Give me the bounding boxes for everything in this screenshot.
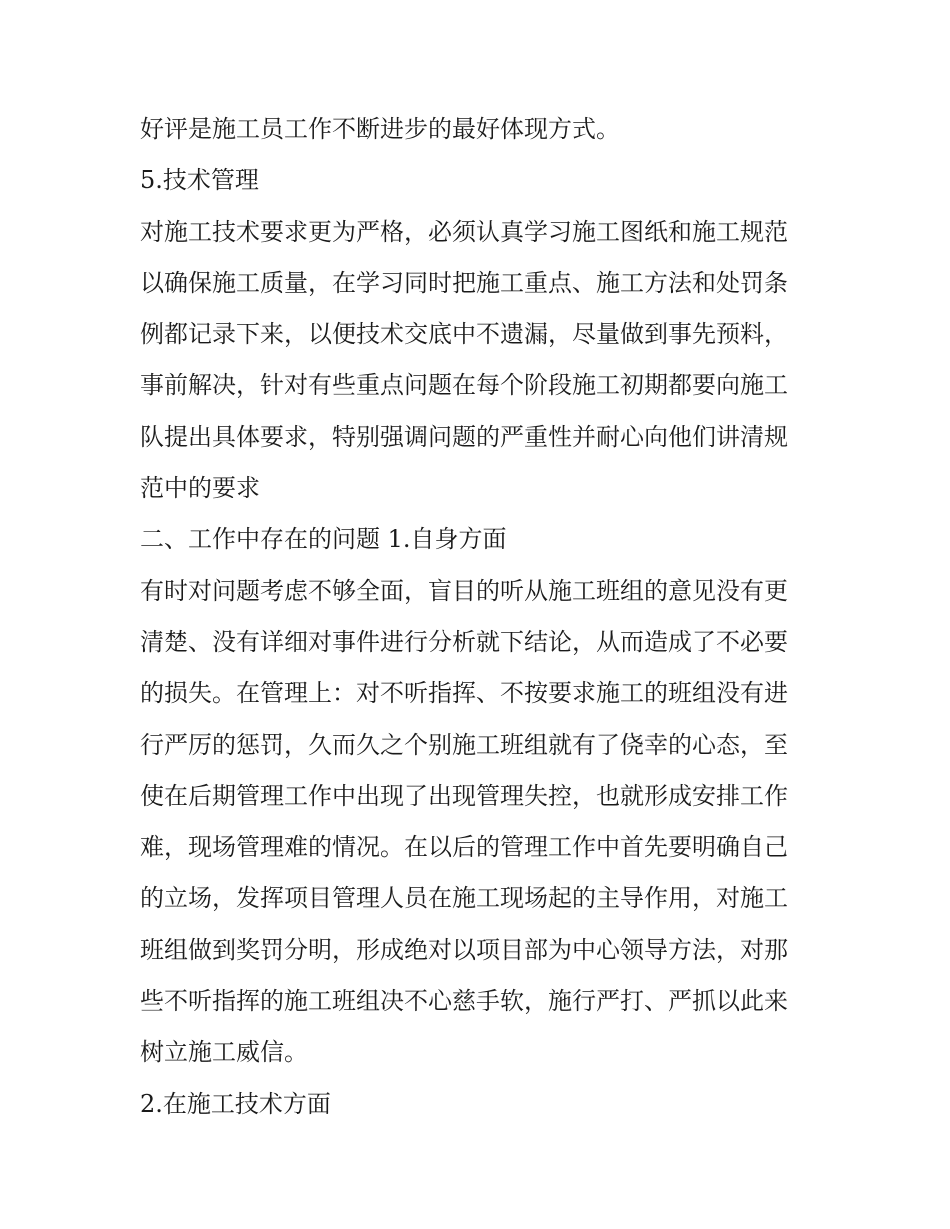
text-line: 的损失。在管理上：对不听指挥、不按要求施工的班组没有进: [140, 679, 788, 708]
text-line: 些不听指挥的施工班组决不心慈手软，施行严打、严抓以此来: [140, 987, 788, 1016]
section-heading: 二、工作中存在的问题 1.自身方面: [140, 525, 507, 554]
document-body: [140, 104, 820, 1130]
section-heading: 2.在施工技术方面: [140, 1089, 331, 1118]
text-line: 清楚、没有详细对事件进行分析就下结论，从而造成了不必要: [140, 627, 788, 656]
text-line: 例都记录下来，以便技术交底中不遗漏，尽量做到事先预料，: [140, 320, 788, 349]
text-line: 使在后期管理工作中出现了出现管理失控，也就形成安排工作: [140, 781, 788, 810]
text-line: 以确保施工质量，在学习同时把施工重点、施工方法和处罚条: [140, 268, 788, 297]
text-line: 队提出具体要求，特别强调问题的严重性并耐心向他们讲清规: [140, 422, 788, 451]
text-line: 难，现场管理难的情况。在以后的管理工作中首先要明确自己: [140, 833, 788, 862]
text-line: 行严厉的惩罚，久而久之个别施工班组就有了侥幸的心态，至: [140, 730, 788, 759]
text-line: 有时对问题考虑不够全面，盲目的听从施工班组的意见没有更: [140, 576, 788, 605]
text-line: 树立施工威信。: [140, 1038, 308, 1067]
text-line: 事前解决，针对有些重点问题在每个阶段施工初期都要向施工: [140, 371, 788, 400]
text-line: 对施工技术要求更为严格，必须认真学习施工图纸和施工规范: [140, 217, 788, 246]
text-line: 好评是施工员工作不断进步的最好体现方式。: [140, 115, 620, 143]
text-line: 的立场，发挥项目管理人员在施工现场起的主导作用，对施工: [140, 884, 788, 913]
text-line: 范中的要求: [140, 474, 260, 503]
text-line: 班组做到奖罚分明，形成绝对以项目部为中心领导方法，对那: [140, 935, 788, 964]
section-heading: 5.技术管理: [140, 166, 259, 195]
